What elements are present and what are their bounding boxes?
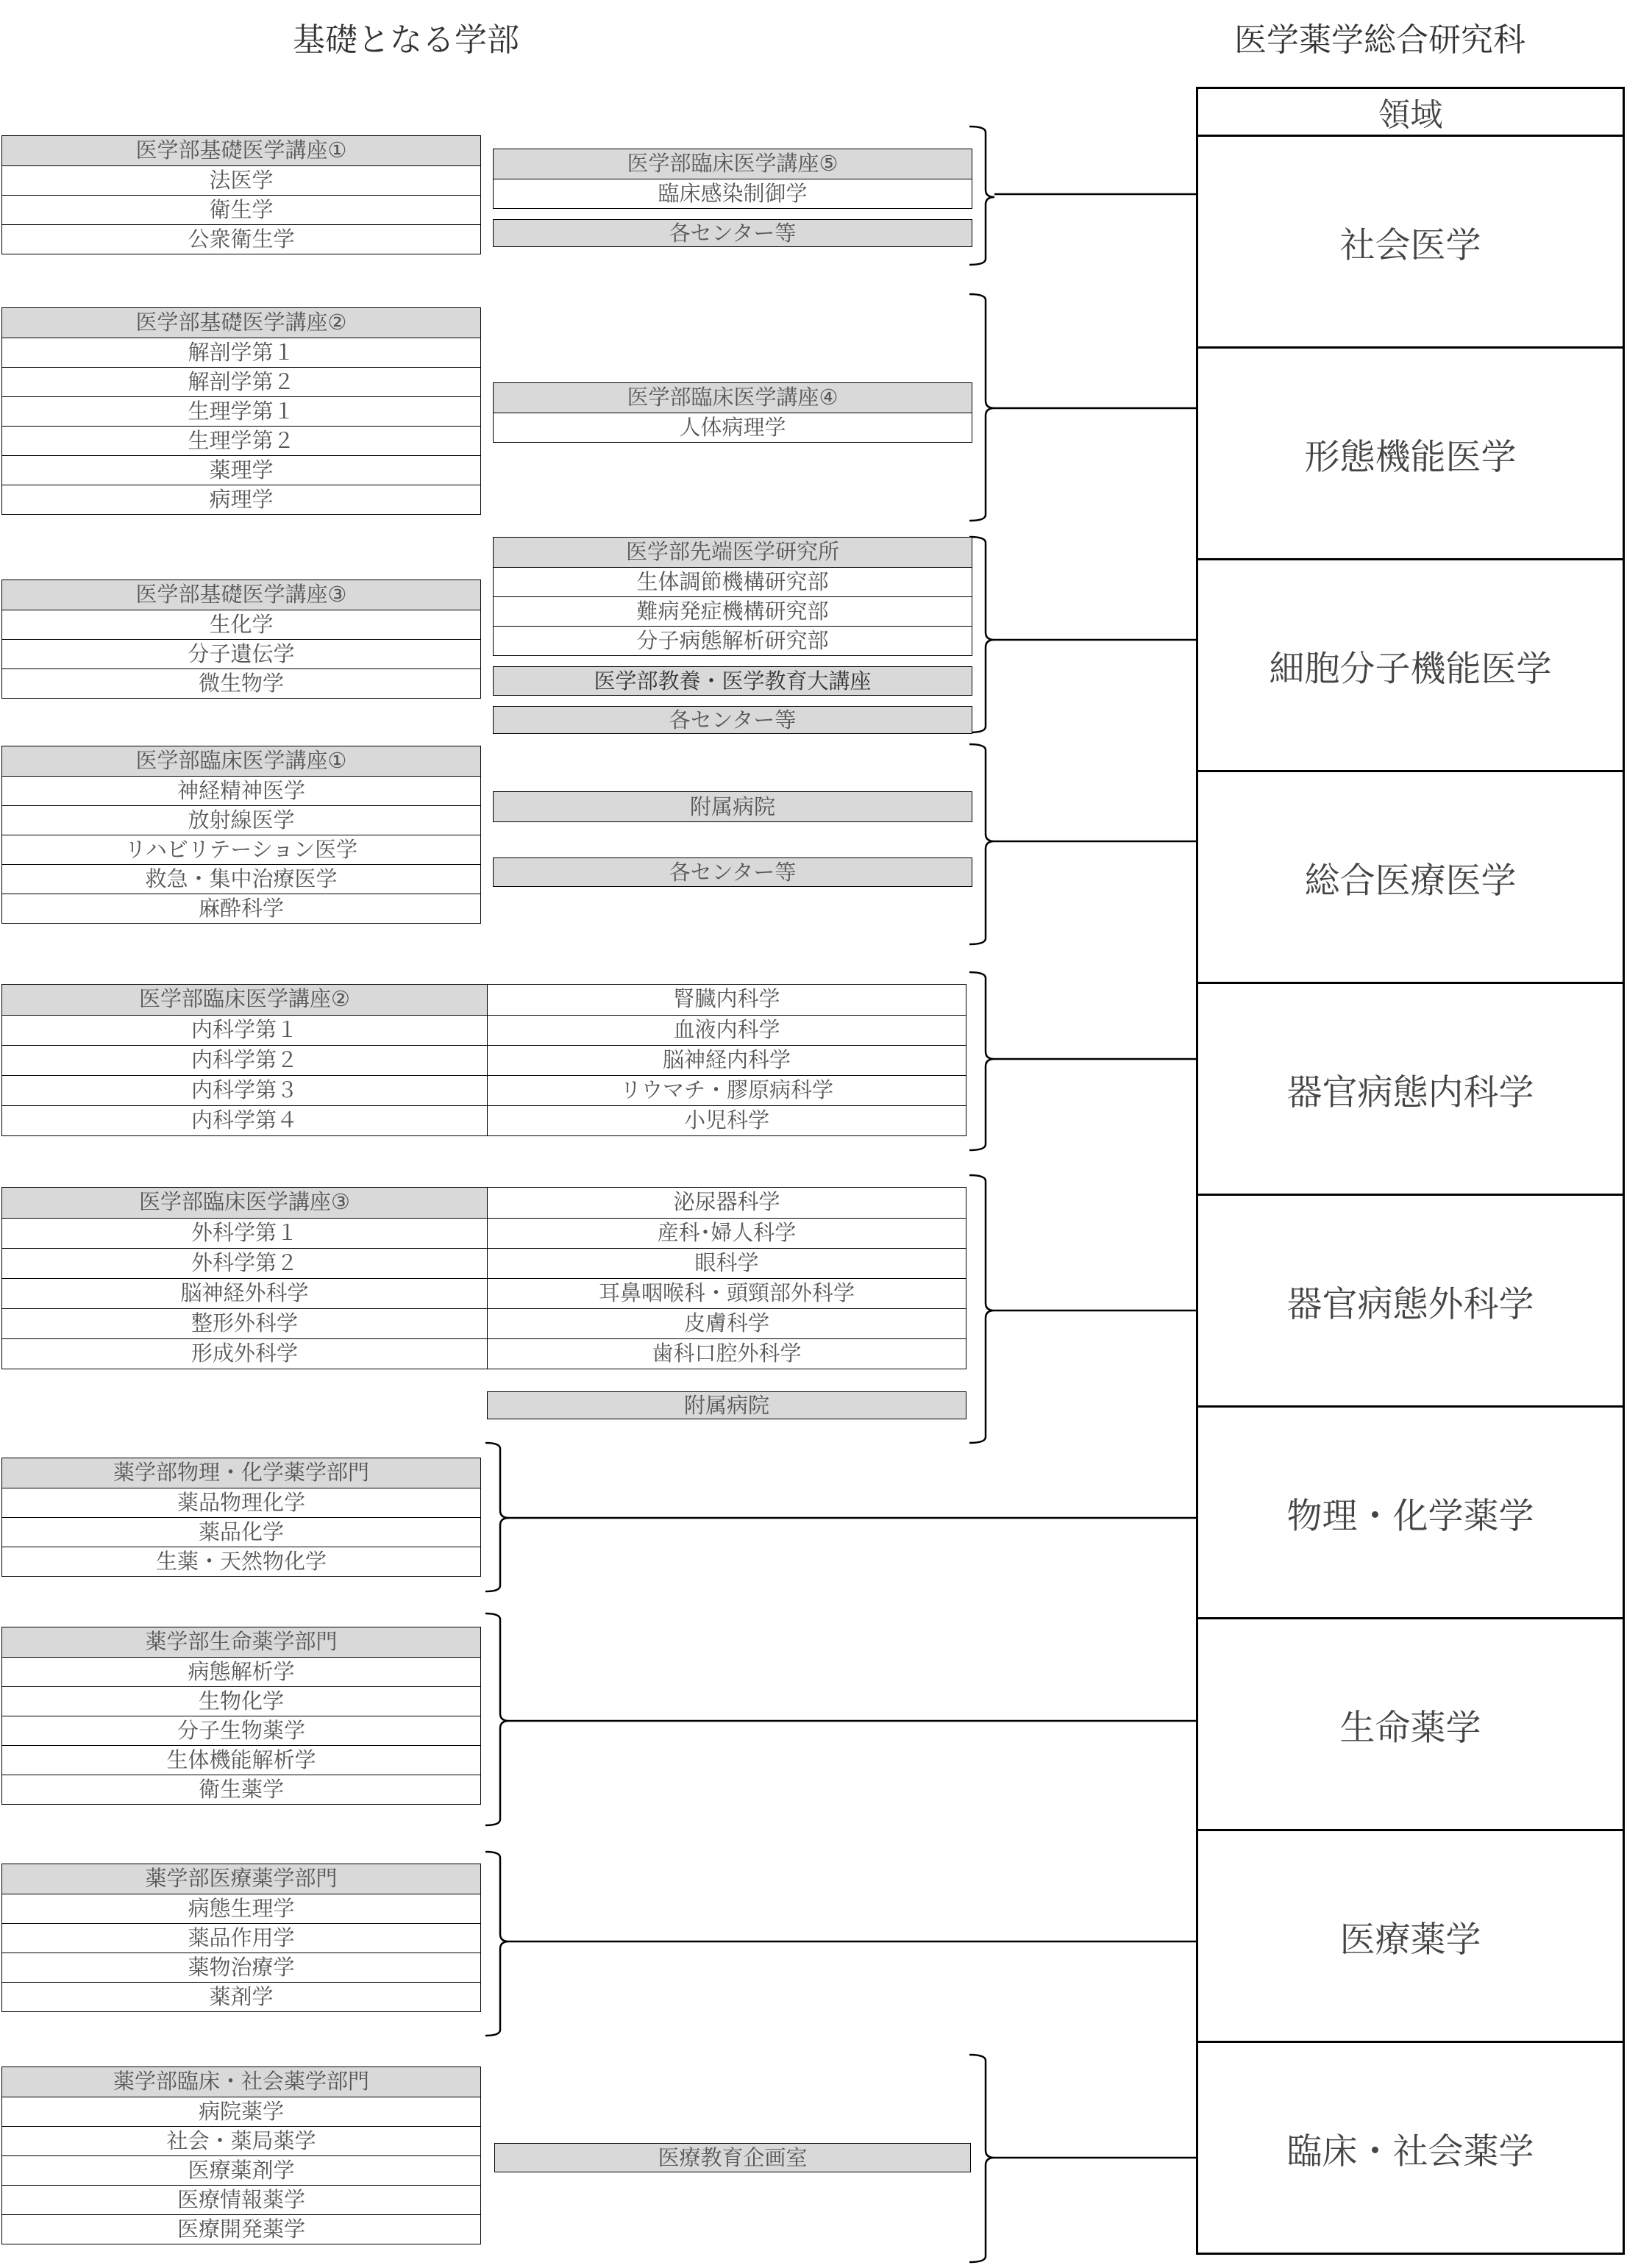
table-cell: 外科学第２ xyxy=(2,1248,488,1278)
g9-header: 薬学部医療薬学部門 xyxy=(2,1864,480,1894)
domain-box xyxy=(1196,1617,1625,1831)
domain-label: 器官病態外科学 xyxy=(1286,1283,1534,1324)
list-item: 麻酔科学 xyxy=(2,894,480,923)
g6-header: 医学部臨床医学講座③ xyxy=(2,1188,488,1218)
list-item: 生理学第１ xyxy=(2,396,480,426)
g6-table xyxy=(1,1187,966,1369)
table-cell: 腎臓内科学 xyxy=(673,986,780,1011)
g2b-block xyxy=(493,382,972,443)
list-item: 解剖学第２ xyxy=(2,367,480,396)
g5-header: 医学部臨床医学講座② xyxy=(2,985,488,1015)
g4-block xyxy=(1,746,481,924)
domain-label: 細胞分子機能医学 xyxy=(1269,648,1552,689)
g7-header: 薬学部物理・化学薬学部門 xyxy=(2,1458,480,1488)
list-item: 生体調節機構研究部 xyxy=(494,567,972,596)
domain-box xyxy=(1196,1194,1625,1408)
table-cell: 脳神経外科学 xyxy=(2,1278,488,1308)
list-item: リハビリテーション医学 xyxy=(2,835,480,864)
g7-block xyxy=(1,1458,481,1577)
g3b-header: 医学部先端医学研究所 xyxy=(494,538,972,567)
list-item: 生理学第２ xyxy=(2,426,480,455)
g10-header: 薬学部臨床・社会薬学部門 xyxy=(2,2067,480,2097)
g2b-header: 医学部臨床医学講座④ xyxy=(494,383,972,413)
list-item: 難病発症機構研究部 xyxy=(494,596,972,626)
table-cell: 内科学第４ xyxy=(2,1105,488,1135)
g8-header: 薬学部生命薬学部門 xyxy=(2,1627,480,1657)
g10b-box: 医療教育企画室 xyxy=(494,2143,971,2172)
list-item: 解剖学第１ xyxy=(2,338,480,367)
list-item: 法医学 xyxy=(2,165,480,195)
g1-header: 医学部基礎医学講座① xyxy=(2,136,480,165)
right-title: 医学薬学総合研究科 xyxy=(1234,21,1525,59)
list-item: 薬品物理化学 xyxy=(2,1488,480,1517)
list-item: 生薬・天然物化学 xyxy=(2,1547,480,1576)
domain-header-label: 領域 xyxy=(1378,96,1443,134)
g9-block xyxy=(1,1864,481,2012)
list-item: 分子生物薬学 xyxy=(2,1716,480,1745)
g8-block xyxy=(1,1627,481,1805)
left-title: 基礎となる学部 xyxy=(293,21,519,59)
g1-block xyxy=(1,135,481,254)
domain-box xyxy=(1196,982,1625,1196)
g4c-box: 各センター等 xyxy=(493,857,972,887)
list-item: 救急・集中治療医学 xyxy=(2,864,480,894)
list-item: 臨床感染制御学 xyxy=(494,179,972,208)
g3c-box: 医学部教養・医学教育大講座 xyxy=(493,666,972,696)
table-cell: 皮膚科学 xyxy=(488,1308,966,1338)
table-cell: 耳鼻咽喉科・頭頸部外科学 xyxy=(488,1278,966,1308)
list-item: 人体病理学 xyxy=(494,413,972,442)
table-cell: 泌尿器科学 xyxy=(673,1189,780,1214)
g1c-box: 各センター等 xyxy=(493,219,972,247)
list-item: 病院薬学 xyxy=(2,2097,480,2126)
list-item: 医療薬剤学 xyxy=(2,2155,480,2185)
list-item: 薬理学 xyxy=(2,455,480,485)
list-item: 薬剤学 xyxy=(2,1982,480,2011)
table-cell: リウマチ・膠原病科学 xyxy=(488,1075,966,1105)
domain-box xyxy=(1196,558,1625,772)
table-cell: 血液内科学 xyxy=(488,1015,966,1045)
g3b-block xyxy=(493,537,972,656)
g1b-header: 医学部臨床医学講座⑤ xyxy=(494,149,972,179)
list-item: 薬品作用学 xyxy=(2,1923,480,1953)
domain-header xyxy=(1196,87,1625,137)
list-item: 生物化学 xyxy=(2,1686,480,1716)
list-item: 公衆衛生学 xyxy=(2,224,480,254)
table-cell: 小児科学 xyxy=(488,1105,966,1135)
g1b-block xyxy=(493,149,972,209)
table-cell: 内科学第３ xyxy=(2,1075,488,1105)
list-item: 分子病態解析研究部 xyxy=(494,626,972,655)
list-item: 放射線医学 xyxy=(2,805,480,835)
table-cell: 外科学第１ xyxy=(2,1218,488,1248)
list-item: 生体機能解析学 xyxy=(2,1745,480,1775)
domain-label: 形態機能医学 xyxy=(1304,436,1517,477)
list-item: 薬物治療学 xyxy=(2,1953,480,1982)
g4b-box: 附属病院 xyxy=(493,791,972,822)
g4-header: 医学部臨床医学講座① xyxy=(2,746,480,776)
table-cell: 歯科口腔外科学 xyxy=(488,1338,966,1369)
list-item: 衛生学 xyxy=(2,195,480,224)
domain-label: 器官病態内科学 xyxy=(1286,1071,1534,1113)
domain-box xyxy=(1196,1829,1625,2043)
g5-table xyxy=(1,984,966,1136)
table-cell: 内科学第１ xyxy=(2,1015,488,1045)
list-item: 分子遺伝学 xyxy=(2,639,480,668)
g10-block xyxy=(1,2066,481,2244)
list-item: 医療開発薬学 xyxy=(2,2214,480,2244)
table-cell: 眼科学 xyxy=(488,1248,966,1278)
domain-label: 総合医療医学 xyxy=(1304,860,1517,901)
list-item: 病態生理学 xyxy=(2,1894,480,1923)
list-item: 薬品化学 xyxy=(2,1517,480,1547)
list-item: 医療情報薬学 xyxy=(2,2185,480,2214)
table-cell: 整形外科学 xyxy=(2,1308,488,1338)
domain-label: 臨床・社会薬学 xyxy=(1286,2130,1534,2172)
list-item: 神経精神医学 xyxy=(2,776,480,805)
table-cell: 形成外科学 xyxy=(2,1338,488,1369)
domain-box xyxy=(1196,346,1625,560)
g3-header: 医学部基礎医学講座③ xyxy=(2,580,480,610)
domain-box xyxy=(1196,135,1625,349)
table-cell: 産科･婦人科学 xyxy=(488,1218,966,1248)
domain-label: 社会医学 xyxy=(1339,224,1481,265)
g3-block xyxy=(1,580,481,699)
g6b-box: 附属病院 xyxy=(487,1391,966,1419)
table-cell: 内科学第２ xyxy=(2,1045,488,1075)
domain-label: 物理・化学薬学 xyxy=(1286,1495,1534,1536)
list-item: 病態解析学 xyxy=(2,1657,480,1686)
list-item: 衛生薬学 xyxy=(2,1775,480,1804)
g2-header: 医学部基礎医学講座② xyxy=(2,308,480,338)
list-item: 病理学 xyxy=(2,485,480,514)
g2-block xyxy=(1,307,481,515)
domain-label: 生命薬学 xyxy=(1339,1707,1481,1748)
g3d-box: 各センター等 xyxy=(493,706,972,734)
table-cell: 脳神経内科学 xyxy=(488,1045,966,1075)
domain-box xyxy=(1196,770,1625,984)
list-item: 微生物学 xyxy=(2,668,480,698)
list-item: 生化学 xyxy=(2,610,480,639)
domain-label: 医療薬学 xyxy=(1339,1919,1481,1960)
domain-box xyxy=(1196,2041,1625,2255)
domain-box xyxy=(1196,1405,1625,1619)
list-item: 社会・薬局薬学 xyxy=(2,2126,480,2155)
